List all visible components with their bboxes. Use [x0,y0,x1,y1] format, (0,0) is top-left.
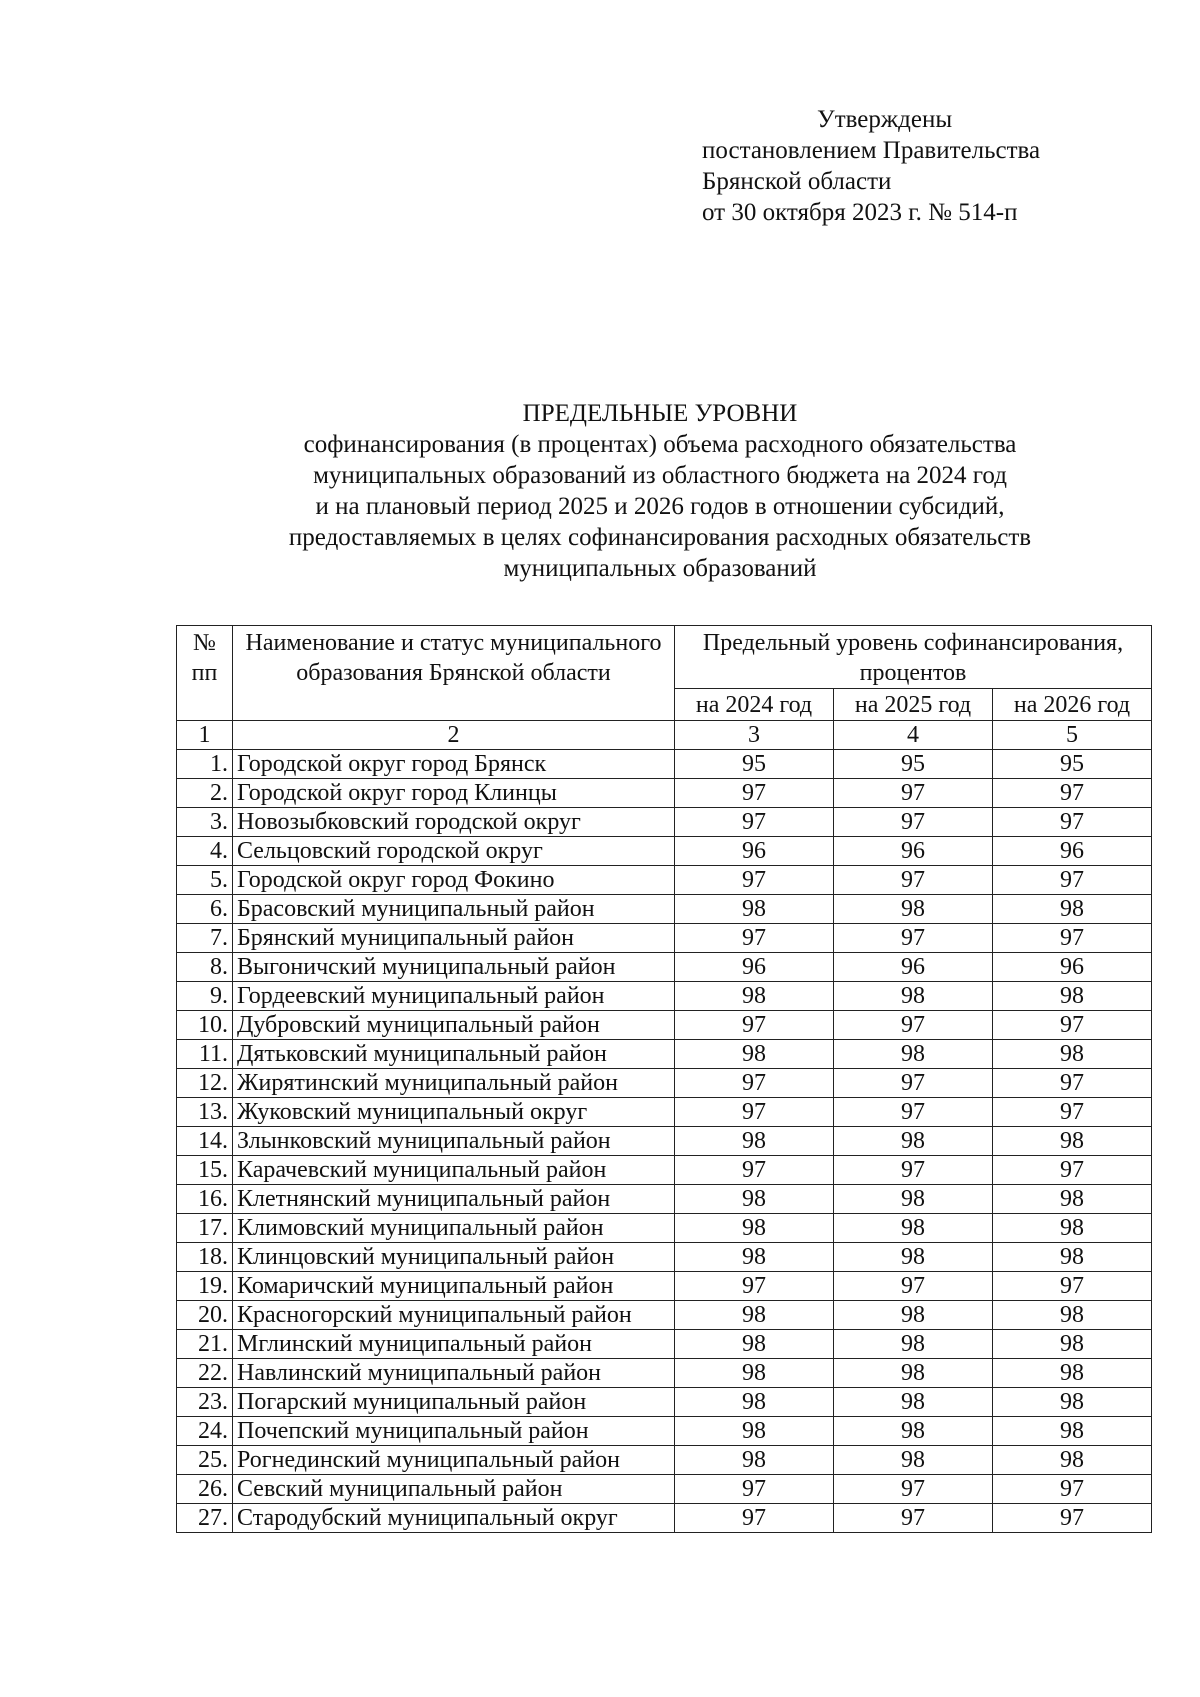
value-2026: 97 [993,1504,1152,1533]
value-2024: 98 [675,1417,834,1446]
value-2024: 97 [675,779,834,808]
municipality-name: Мглинский муниципальный район [233,1330,675,1359]
column-index: 2 [233,721,675,750]
value-2026: 98 [993,1040,1152,1069]
value-2024: 97 [675,1069,834,1098]
row-number: 8. [177,953,233,982]
municipality-name: Гордеевский муниципальный район [233,982,675,1011]
table-row [177,1504,1152,1533]
header-year-2025: на 2025 год [834,689,993,721]
value-2026: 97 [993,866,1152,895]
column-index: 5 [993,721,1152,750]
value-2026: 98 [993,1359,1152,1388]
value-2026: 98 [993,1388,1152,1417]
value-2024: 97 [675,1098,834,1127]
approval-line: Утверждены [817,106,953,133]
value-2024: 98 [675,1388,834,1417]
table-row [177,953,1152,982]
value-2024: 98 [675,1330,834,1359]
row-number: 11. [177,1040,233,1069]
value-2024: 97 [675,808,834,837]
municipality-name: Навлинский муниципальный район [233,1359,675,1388]
row-number: 12. [177,1069,233,1098]
value-2025: 97 [834,866,993,895]
row-number: 26. [177,1475,233,1504]
value-2024: 95 [675,750,834,779]
municipality-name: Городской округ город Клинцы [233,779,675,808]
municipality-name: Брянский муниципальный район [233,924,675,953]
value-2026: 97 [993,779,1152,808]
row-number: 18. [177,1243,233,1272]
municipality-name: Почепский муниципальный район [233,1417,675,1446]
value-2026: 98 [993,1214,1152,1243]
row-number: 14. [177,1127,233,1156]
document-title [180,398,1140,584]
value-2026: 98 [993,1243,1152,1272]
row-number: 3. [177,808,233,837]
approval-date-number: от 30 октября 2023 г. № 514-п [702,199,1018,226]
value-2025: 98 [834,895,993,924]
row-number: 25. [177,1446,233,1475]
value-2026: 98 [993,1330,1152,1359]
table-row [177,1156,1152,1185]
value-2026: 98 [993,1446,1152,1475]
header-name: Наименование и статус муниципального образования Брянской области [233,626,675,721]
municipality-name: Клинцовский муниципальный район [233,1243,675,1272]
value-2025: 97 [834,1011,993,1040]
title-line: софинансирования (в процентах) объема расходного обязательства [303,431,1017,458]
table-row [177,1185,1152,1214]
row-number: 2. [177,779,233,808]
title-line: муниципальных образований из областного бюджета на 2024 год [313,462,1007,489]
table-row [177,1243,1152,1272]
municipality-name: Дятьковский муниципальный район [233,1040,675,1069]
title-line: и на плановый период 2025 и 2026 годов в отношении субсидий, [315,493,1005,520]
table-row [177,1214,1152,1243]
value-2026: 97 [993,1011,1152,1040]
value-2025: 98 [834,982,993,1011]
municipality-name: Дубровский муниципальный район [233,1011,675,1040]
row-number: 10. [177,1011,233,1040]
column-index: 4 [834,721,993,750]
header-year-2024: на 2024 год [675,689,834,721]
value-2026: 96 [993,837,1152,866]
value-2025: 98 [834,1446,993,1475]
row-number: 15. [177,1156,233,1185]
row-number: 24. [177,1417,233,1446]
municipality-name: Жирятинский муниципальный район [233,1069,675,1098]
value-2026: 97 [993,1156,1152,1185]
value-2025: 98 [834,1127,993,1156]
municipality-name: Стародубский муниципальный округ [233,1504,675,1533]
value-2024: 97 [675,1011,834,1040]
row-number: 6. [177,895,233,924]
row-number: 4. [177,837,233,866]
value-2025: 96 [834,837,993,866]
table-row [177,1475,1152,1504]
table-row [177,1272,1152,1301]
row-number: 9. [177,982,233,1011]
value-2024: 98 [675,1446,834,1475]
title-heading: ПРЕДЕЛЬНЫЕ УРОВНИ [522,400,798,427]
value-2024: 98 [675,1359,834,1388]
value-2024: 98 [675,1185,834,1214]
row-number: 13. [177,1098,233,1127]
table-row [177,1417,1152,1446]
value-2024: 98 [675,1127,834,1156]
table-row [177,1388,1152,1417]
value-2026: 97 [993,924,1152,953]
value-2025: 97 [834,779,993,808]
municipality-name: Карачевский муниципальный район [233,1156,675,1185]
table-row [177,1069,1152,1098]
value-2025: 98 [834,1417,993,1446]
row-number: 1. [177,750,233,779]
value-2026: 98 [993,1185,1152,1214]
municipality-name: Клетнянский муниципальный район [233,1185,675,1214]
value-2024: 98 [675,895,834,924]
value-2024: 97 [675,1156,834,1185]
municipality-name: Севский муниципальный район [233,1475,675,1504]
value-2024: 97 [675,866,834,895]
table-row [177,866,1152,895]
municipality-name: Городской округ город Брянск [233,750,675,779]
co-financing-table [176,625,1152,1533]
approval-line: Брянской области [702,168,892,195]
municipality-name: Сельцовский городской округ [233,837,675,866]
value-2025: 97 [834,1475,993,1504]
table-row [177,1040,1152,1069]
municipality-name: Выгоничский муниципальный район [233,953,675,982]
table-row [177,808,1152,837]
value-2025: 98 [834,1243,993,1272]
value-2024: 97 [675,1504,834,1533]
table-row [177,1359,1152,1388]
value-2026: 95 [993,750,1152,779]
row-number: 20. [177,1301,233,1330]
value-2025: 98 [834,1214,993,1243]
value-2026: 97 [993,808,1152,837]
value-2025: 97 [834,1156,993,1185]
table-row [177,750,1152,779]
title-line: предоставляемых в целях софинансирования расходных обязательств [288,524,1032,551]
value-2025: 97 [834,808,993,837]
approval-stamp [702,104,1142,228]
value-2025: 98 [834,1301,993,1330]
table-row [177,982,1152,1011]
value-2025: 97 [834,1098,993,1127]
value-2024: 97 [675,1272,834,1301]
table-row [177,1446,1152,1475]
value-2025: 95 [834,750,993,779]
value-2026: 97 [993,1475,1152,1504]
value-2026: 96 [993,953,1152,982]
table-row [177,1098,1152,1127]
municipality-name: Погарский муниципальный район [233,1388,675,1417]
value-2024: 96 [675,953,834,982]
row-number: 17. [177,1214,233,1243]
value-2025: 98 [834,1388,993,1417]
value-2025: 98 [834,1359,993,1388]
municipality-name: Красногорский муниципальный район [233,1301,675,1330]
value-2024: 98 [675,982,834,1011]
municipality-name: Климовский муниципальный район [233,1214,675,1243]
municipality-name: Брасовский муниципальный район [233,895,675,924]
header-co-financing-level: Предельный уровень софинансирования, процентов [675,626,1152,689]
value-2025: 98 [834,1040,993,1069]
value-2025: 97 [834,1504,993,1533]
value-2026: 98 [993,1301,1152,1330]
column-index: 3 [675,721,834,750]
value-2025: 98 [834,1330,993,1359]
value-2024: 97 [675,924,834,953]
table-row [177,1127,1152,1156]
value-2025: 97 [834,924,993,953]
value-2024: 96 [675,837,834,866]
value-2024: 98 [675,1301,834,1330]
row-number: 5. [177,866,233,895]
value-2025: 98 [834,1185,993,1214]
value-2025: 96 [834,953,993,982]
value-2026: 98 [993,982,1152,1011]
row-number: 19. [177,1272,233,1301]
table-row [177,779,1152,808]
table-row [177,1330,1152,1359]
row-number: 7. [177,924,233,953]
value-2024: 98 [675,1040,834,1069]
municipality-name: Новозыбковский городской округ [233,808,675,837]
value-2025: 97 [834,1272,993,1301]
value-2024: 98 [675,1243,834,1272]
row-number: 23. [177,1388,233,1417]
column-index-row [177,721,1152,750]
table-row [177,924,1152,953]
value-2025: 97 [834,1069,993,1098]
value-2026: 97 [993,1272,1152,1301]
value-2026: 97 [993,1069,1152,1098]
municipality-name: Рогнединский муниципальный район [233,1446,675,1475]
table-row [177,895,1152,924]
value-2024: 97 [675,1475,834,1504]
municipality-name: Городской округ город Фокино [233,866,675,895]
table-row [177,837,1152,866]
table-row [177,1301,1152,1330]
value-2026: 97 [993,1098,1152,1127]
value-2026: 98 [993,895,1152,924]
title-line: муниципальных образований [503,555,817,582]
municipality-name: Комаричский муниципальный район [233,1272,675,1301]
value-2024: 98 [675,1214,834,1243]
row-number: 21. [177,1330,233,1359]
approval-line: постановлением Правительства [702,137,1041,164]
table-row [177,1011,1152,1040]
header-number: № пп [177,626,233,721]
header-year-2026: на 2026 год [993,689,1152,721]
column-index: 1 [177,721,233,750]
row-number: 16. [177,1185,233,1214]
municipality-name: Злынковский муниципальный район [233,1127,675,1156]
row-number: 22. [177,1359,233,1388]
value-2026: 98 [993,1417,1152,1446]
row-number: 27. [177,1504,233,1533]
municipality-name: Жуковский муниципальный округ [233,1098,675,1127]
value-2026: 98 [993,1127,1152,1156]
